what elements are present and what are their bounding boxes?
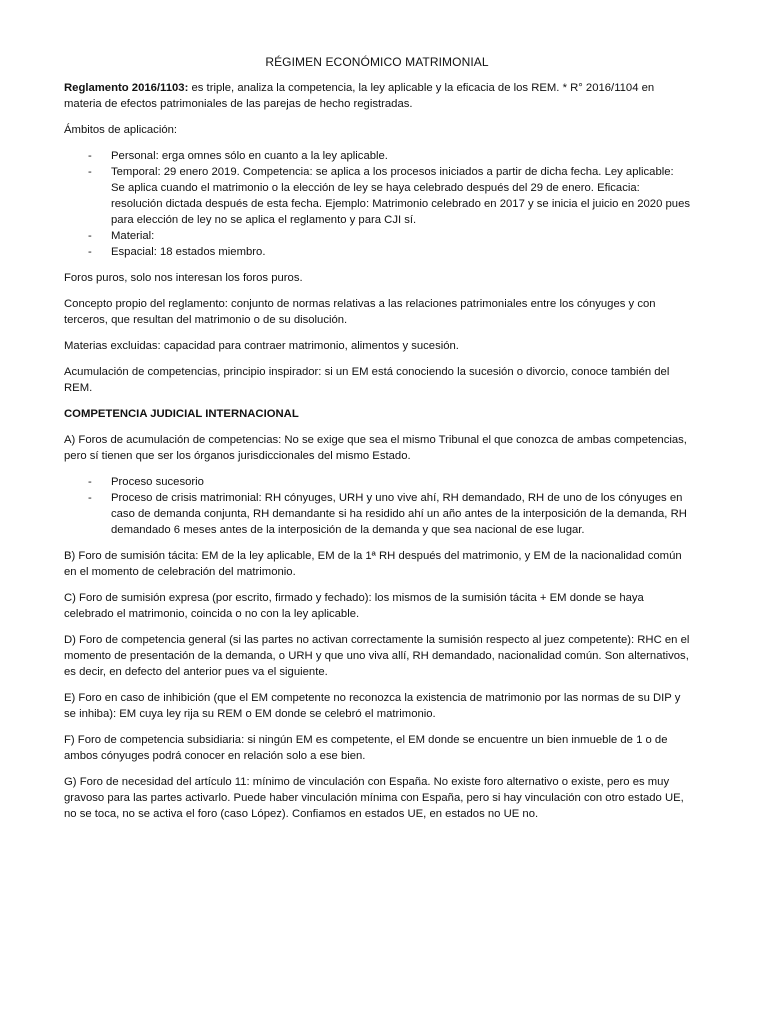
section-heading-cji: COMPETENCIA JUDICIAL INTERNACIONAL [64, 408, 299, 420]
dash-mark: - [88, 476, 92, 488]
ambitos-list [64, 148, 690, 260]
list-item-text: Personal: erga omnes sólo en cuanto a la ley aplicable. [111, 150, 388, 162]
paragraph-concepto: Concepto propio del reglamento: conjunto de normas relativas a las relaciones patrimoniales entre los cónyuges y con terceros, que resultan del matrimonio o de su disolución. [64, 298, 656, 326]
intro-text: es triple, analiza la competencia, la ley aplicable y la eficacia de los REM. * R° 2016/1104 en materia de efectos patrimoniales de las parejas de hecho registradas. [64, 82, 655, 110]
ambitos-item-material [64, 228, 690, 244]
paragraph-foros-puros: Foros puros, solo nos interesan los foros puros. [64, 272, 303, 284]
dash-mark: - [88, 246, 92, 258]
dash-mark: - [88, 492, 92, 504]
foro-a-item-crisis [64, 490, 690, 538]
dash-mark: - [88, 230, 92, 242]
list-item-text: Proceso de crisis matrimonial: RH cónyuges, URH y uno vive ahí, RH demandado, RH de uno de los cónyuges en caso de demanda conjunta, RH demandante si ha residido ahí un año antes de la interposición de la demanda, RH demandado 6 meses antes de la interposición de la demanda y que sea nacional de ese lugar. [111, 492, 687, 536]
paragraph-acumulacion: Acumulación de competencias, principio inspirador: si un EM está conociendo la sucesión o divorcio, conoce también del REM. [64, 366, 670, 394]
dash-mark: - [88, 150, 92, 162]
list-item-text: Proceso sucesorio [111, 476, 204, 488]
paragraph-foro-g: G) Foro de necesidad del artículo 11: mínimo de vinculación con España. No existe foro alternativo o existe, pero es muy gravoso para las partes activarlo. Puede haber vinculación mínima con España, pero si hay vinculación con otro estado UE, no se toca, no se activa el foro (caso López). Confiamos en estados UE, en estados no UE no. [64, 776, 684, 820]
list-item-text: Temporal: 29 enero 2019. Competencia: se aplica a los procesos iniciados a partir de dicha fecha. Ley aplicable: Se aplica cuando el matrimonio o la elección de ley se haya celebrado después del 29 de enero. Eficacia: resolución dictada después de esta fecha. Ejemplo: Matrimonio celebrado en 2017 y se inicia el juicio en 2020 pues para elección de ley no se aplica el reglamento y para CJI sí. [111, 166, 691, 226]
intro-bold-lead: Reglamento 2016/1103: [64, 82, 189, 94]
ambitos-heading: Ámbitos de aplicación: [64, 124, 178, 136]
foro-a-list [64, 474, 690, 538]
paragraph-foro-d: D) Foro de competencia general (si las partes no activan correctamente la sumisión respecto al juez competente): RHC en el momento de presentación de la demanda, o URH y que uno viva allí, RH demandado, nacionalidad común. Son alternativos, es decir, en defecto del anterior pues va el siguiente. [64, 634, 690, 678]
list-item-text: Espacial: 18 estados miembro. [111, 246, 266, 258]
intro-paragraph [64, 80, 690, 112]
list-item-text: Material: [111, 230, 155, 242]
ambitos-item-espacial [64, 244, 690, 260]
paragraph-foro-f: F) Foro de competencia subsidiaria: si ningún EM es competente, el EM donde se encuentre un bien inmueble de 1 o de ambos cónyuges podrá conocer en relación solo a ese bien. [64, 734, 668, 762]
paragraph-foro-c: C) Foro de sumisión expresa (por escrito, firmado y fechado): los mismos de la sumisión tácita + EM donde se haya celebrado el matrimonio, coincida o no con la ley aplicable. [64, 592, 644, 620]
ambitos-item-temporal [64, 164, 690, 228]
paragraph-materias-excluidas: Materias excluidas: capacidad para contraer matrimonio, alimentos y sucesión. [64, 340, 459, 352]
ambitos-item-personal [64, 148, 690, 164]
foro-a-item-sucesorio [64, 474, 690, 490]
paragraph-foro-b: B) Foro de sumisión tácita: EM de la ley aplicable, EM de la 1ª RH después del matrimonio, y EM de la nacionalidad común en el momento de celebración del matrimonio. [64, 550, 682, 578]
paragraph-foro-a: A) Foros de acumulación de competencias: No se exige que sea el mismo Tribunal el que conozca de ambas competencias, pero sí tienen que ser los órganos jurisdiccionales del mismo Estado. [64, 434, 687, 462]
document-title: RÉGIMEN ECONÓMICO MATRIMONIAL [265, 55, 489, 69]
paragraph-foro-e: E) Foro en caso de inhibición (que el EM competente no reconozca la existencia de matrimonio por las normas de su DIP y se inhiba): EM cuya ley rija su REM o EM donde se celebró el matrimonio. [64, 692, 681, 720]
dash-mark: - [88, 166, 92, 178]
